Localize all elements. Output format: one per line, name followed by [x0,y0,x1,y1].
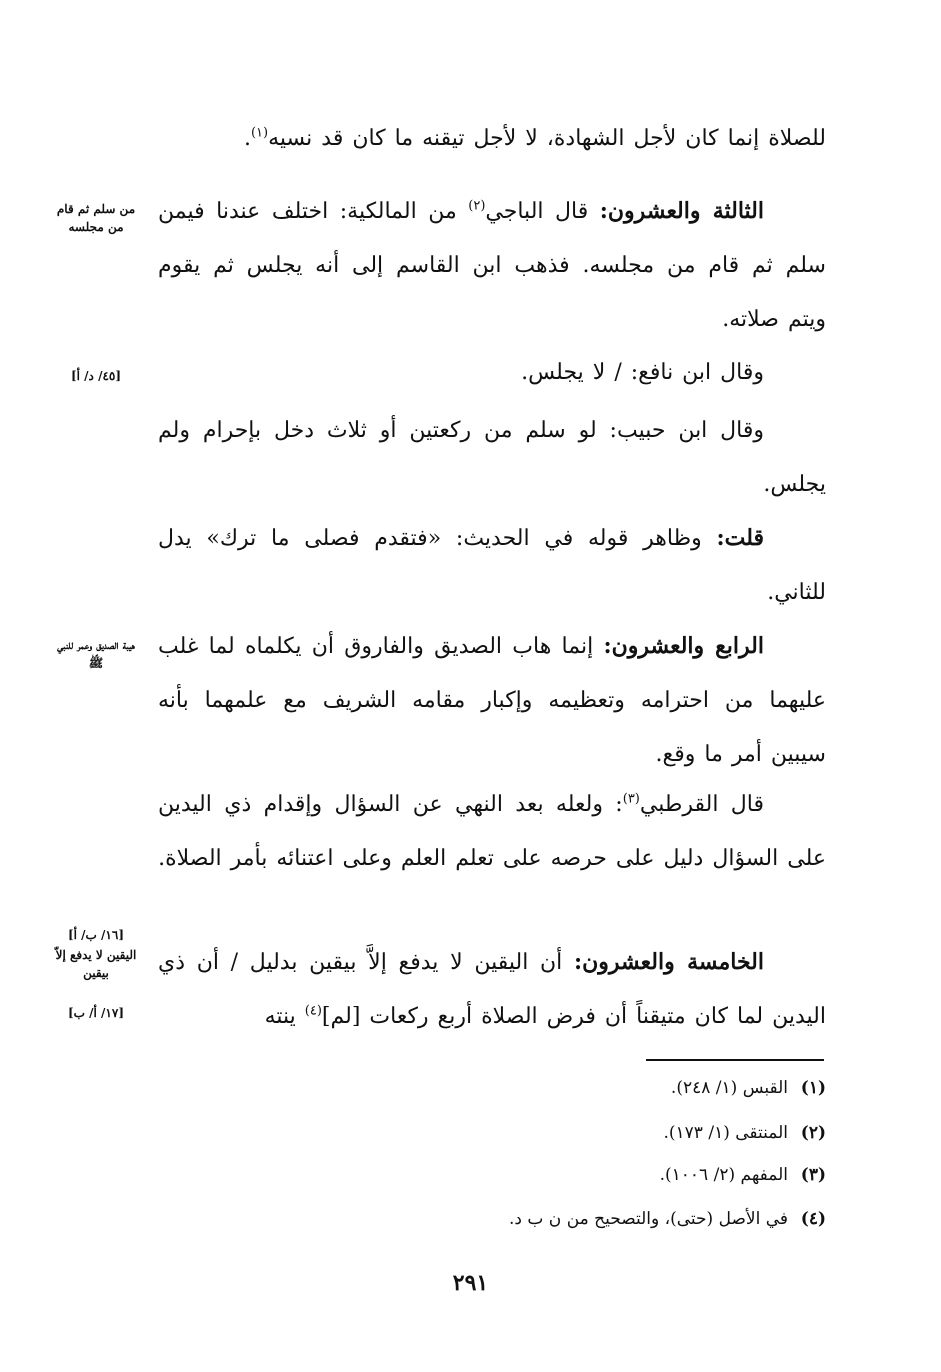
section-heading: الرابع والعشرون: [603,633,764,659]
section-heading: الثالثة والعشرون: [599,198,764,224]
margin-note: من سلم ثم قام من مجلسه [56,202,136,234]
page-number: ٢٩١ [452,1270,489,1296]
section-heading: الخامسة والعشرون: [573,949,764,975]
text: قال القرطبي [639,792,765,817]
footnote [300,1206,826,1232]
text: وظاهر قوله في الحديث: «فتقدم فصلى ما ترك» يدل للثاني. [158,526,826,605]
margin-note: اليقين لا يدفع إلاّ بيقين [55,948,137,980]
paragraph-5 [158,511,826,620]
footnote-text: في الأصل (حتى)، والتصحيح من ن ب د. [509,1209,788,1229]
text: من المالكية: اختلف عندنا فيمن سلم ثم قام من مجلسه. فذهب ابن القاسم إلى أنه يجلس ثم يقوم ويتم صلاته. [158,199,826,332]
margin-reference: [١٦/ ب/ أ] [67,928,124,942]
footnote-divider [646,1059,824,1061]
text: : ولعله بعد النهي عن السؤال وإقدام ذي اليدين على السؤال دليل على حرصه على تعلم العلم وعلى اعتنائه بأمر الصلاة. [158,792,826,871]
paragraph-6 [158,619,826,782]
footnote-number: (٤) [800,1209,826,1229]
footnote-ref: (٣) [622,791,640,807]
text: قال الباجي [485,199,600,224]
footnote-text: المنتقى (١/ ١٧٣). [663,1123,788,1143]
footnote [300,1162,826,1188]
paragraph-2 [158,184,826,347]
text: للصلاة إنما كان لأجل الشهادة، لا لأجل تيقنه ما كان قد نسيه [268,126,826,151]
footnote-number: (٣) [800,1165,826,1185]
paragraph-4 [158,404,826,512]
footnote-number: (١) [800,1078,826,1098]
margin-reference: [٤٥/ د/ أ] [70,369,122,383]
margin-note: هيبة الصديق وعمر للنبي ﷺ [57,638,135,670]
paragraph-7 [158,778,826,886]
paragraph-3 [158,346,826,400]
paragraph-8 [158,935,826,1044]
footnote-text: القبس (١/ ٢٤٨). [670,1078,788,1098]
text: أن اليقين لا يدفع إلاَّ بيقين بدليل / أن ذي اليدين لما كان متيقناً أن فرض الصلاة أربع ركعات [لم] [158,950,826,1029]
section-heading: قلت: [716,525,764,551]
footnote-ref: (١) [250,125,269,141]
footnote [300,1120,826,1146]
text: وقال ابن نافع: / لا يجلس. [521,360,764,385]
footnote-ref: (٤) [304,1003,322,1019]
footnote [300,1075,826,1101]
text: ينته [264,1004,305,1029]
text: . [243,126,251,151]
margin-reference: [١٧/ أ/ ب] [67,1006,124,1020]
footnote-text: المفهم (٢/ ١٠٠٦). [659,1165,788,1185]
footnote-ref: (٢) [468,198,486,214]
text: إنما هاب الصديق والفاروق أن يكلماه لما غلب عليهما من احترامه وتعظيمه وإكبار مقامه الشريف مع علمهما بأنه سيبين أمر ما وقع. [158,634,826,767]
footnote-number: (٢) [800,1123,826,1143]
text: وقال ابن حبيب: لو سلم من ركعتين أو ثلاث دخل بإحرام ولم يجلس. [158,418,826,497]
paragraph-1 [158,112,826,166]
